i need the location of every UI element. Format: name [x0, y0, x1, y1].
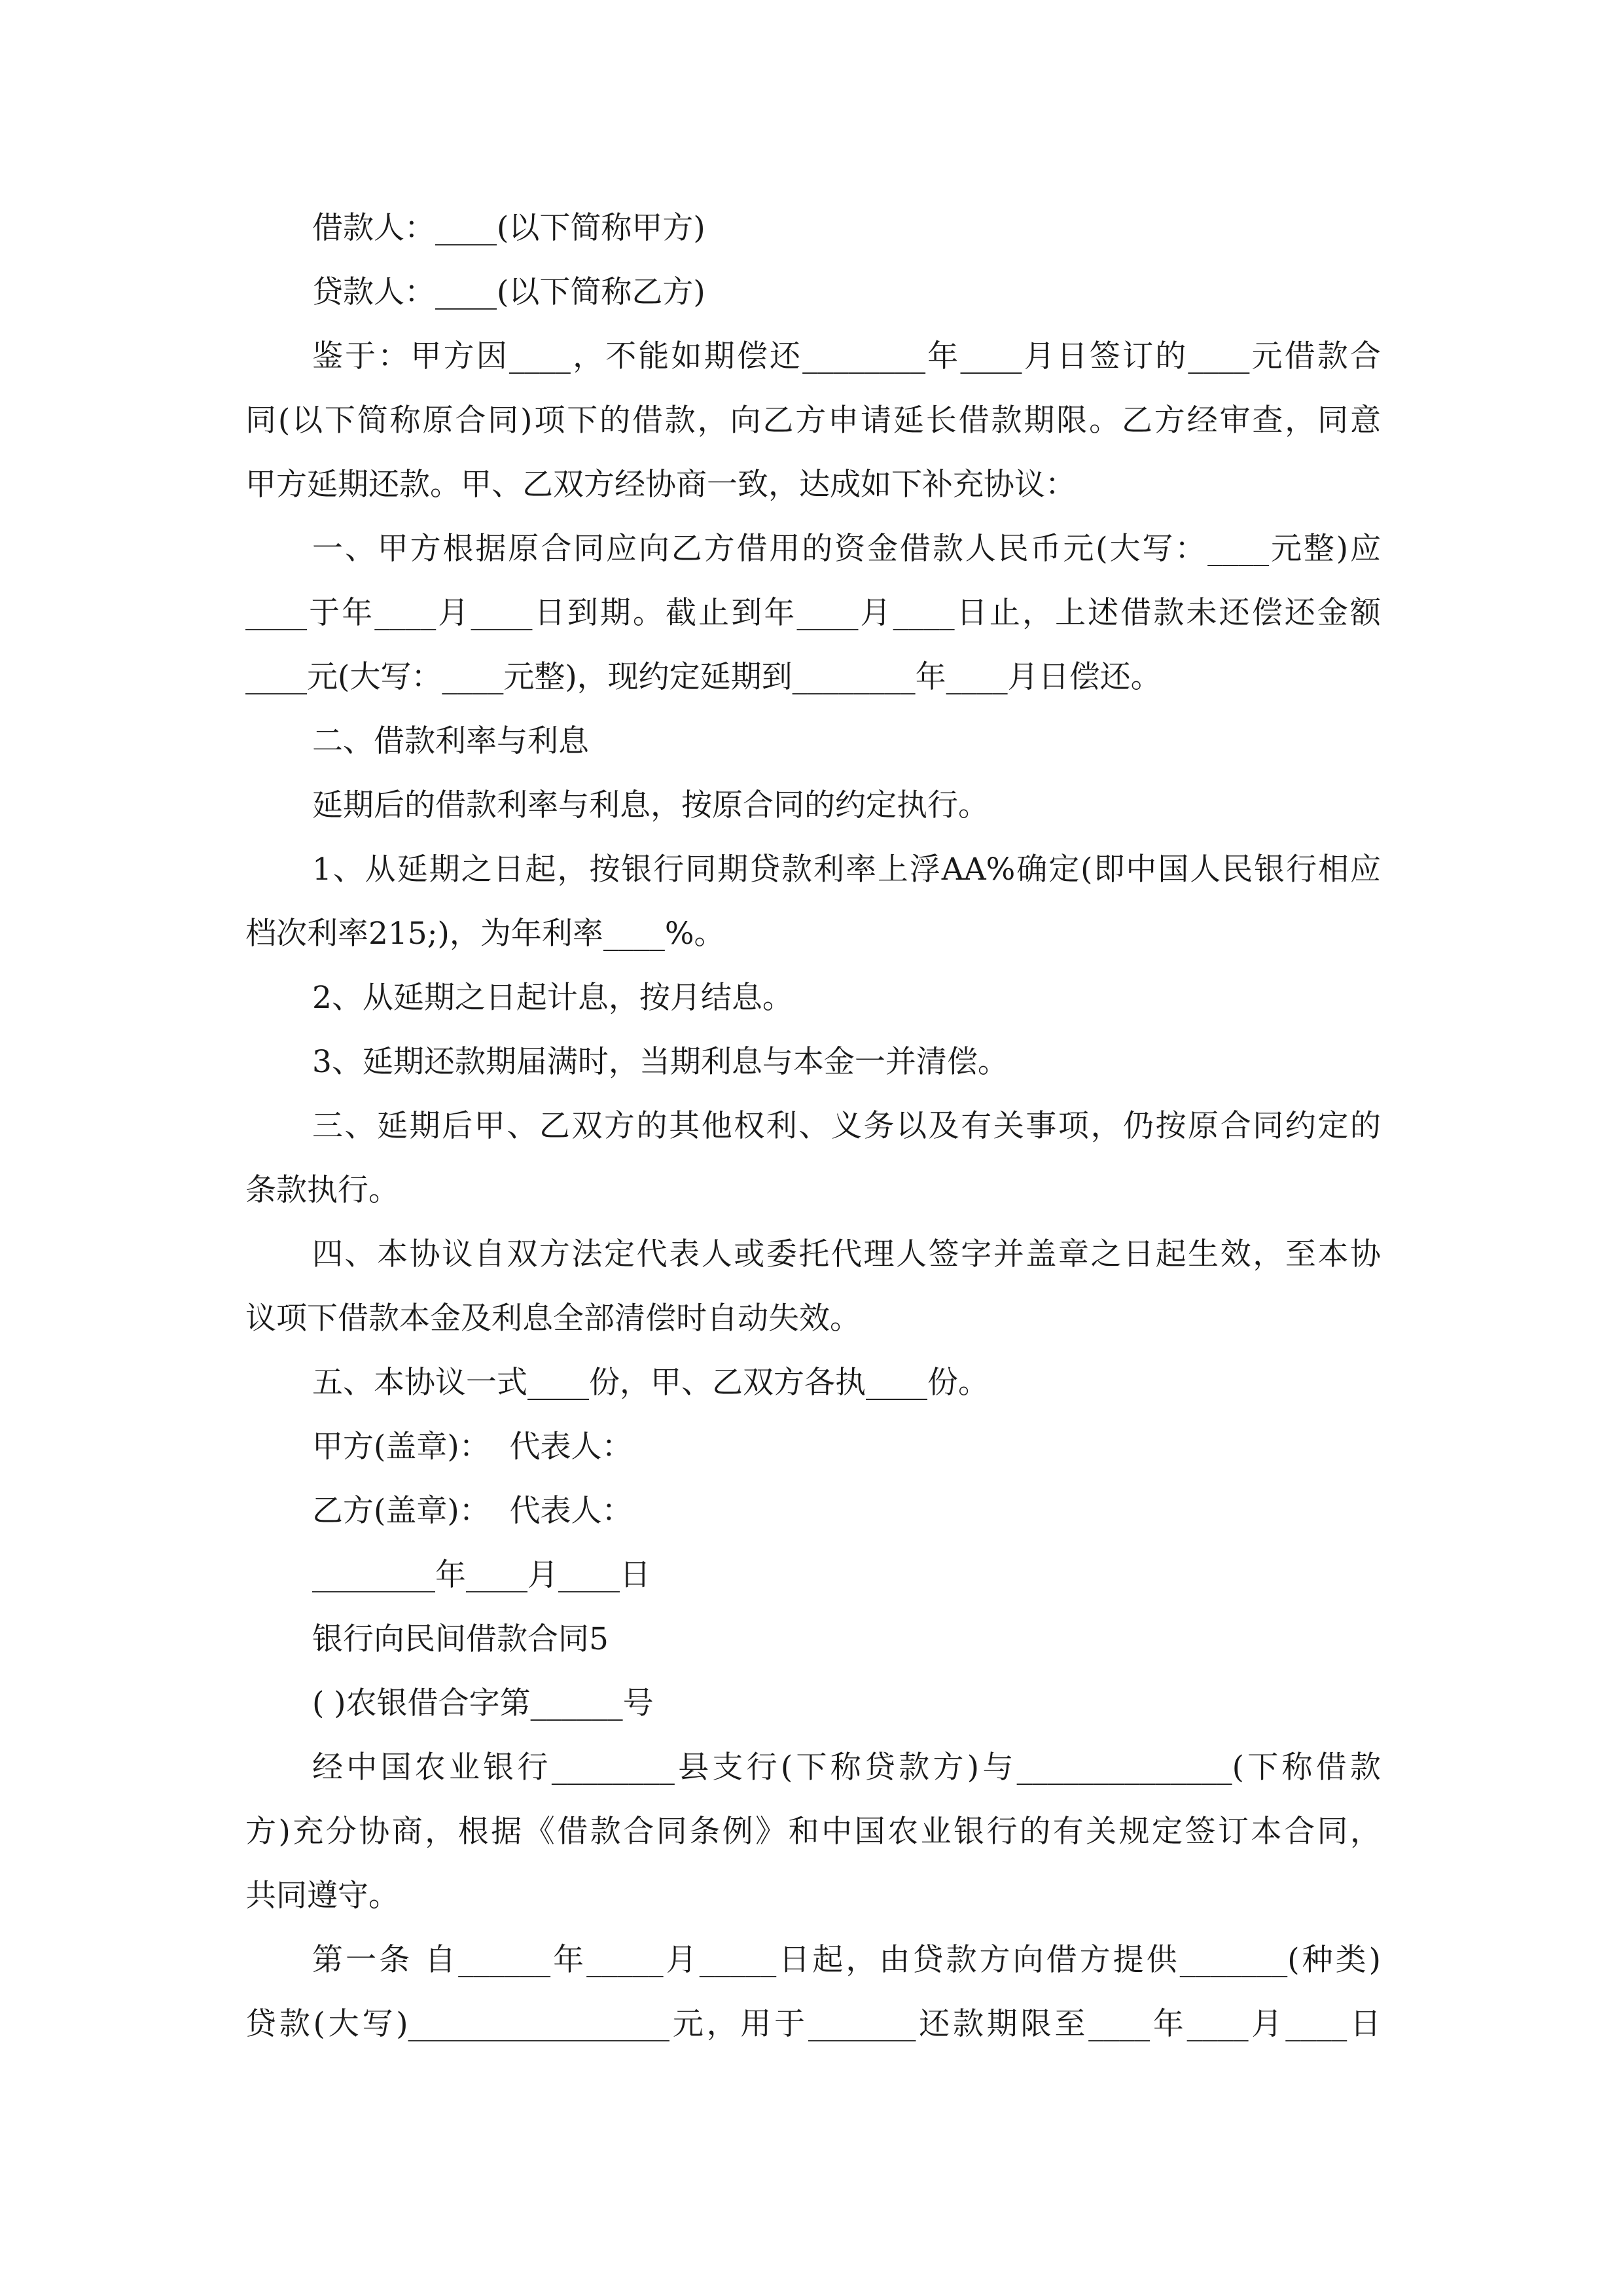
- text-line: ( )农银借合字第______号: [312, 1685, 654, 1721]
- text-line: 2、从延期之日起计息，按月结息。: [312, 980, 793, 1016]
- text-line: 银行向民间借款合同5: [312, 1621, 609, 1657]
- text-line: 三、延期后甲、乙双方的其他权利、义务以及有关事项，仍按原合同约定的: [312, 1108, 1381, 1144]
- text-line: ________年____月____日: [312, 1557, 651, 1593]
- text-line: 议项下借款本金及利息全部清偿时自动失效。: [245, 1300, 861, 1336]
- text-line: 乙方(盖章)： 代表人：: [312, 1493, 633, 1529]
- text-line: 3、延期还款期届满时，当期利息与本金一并清偿。: [312, 1044, 1008, 1080]
- text-line: 一、甲方根据原合同应向乙方借用的资金借款人民币元(大写：____元整)应: [312, 531, 1381, 567]
- document-body: [245, 196, 1381, 2056]
- text-line: 延期后的借款利率与利息，按原合同的约定执行。: [312, 787, 989, 823]
- text-line: 贷款(大写)_________________元，用于_______还款期限至____年____月____日: [245, 2006, 1381, 2042]
- text-line: 方)充分协商，根据《借款合同条例》和中国农业银行的有关规定签订本合同，: [245, 1814, 1381, 1850]
- text-line: 借款人：____(以下简称甲方): [312, 210, 705, 246]
- text-line: 二、借款利率与利息: [312, 723, 589, 759]
- text-line: 档次利率215;)，为年利率____%。: [245, 916, 725, 952]
- text-line: 共同遵守。: [245, 1878, 399, 1914]
- text-line: 五、本协议一式____份，甲、乙双方各执____份。: [312, 1365, 989, 1401]
- text-line: 经中国农业银行________县支行(下称贷款方)与______________(下称借款: [312, 1749, 1381, 1785]
- text-line: 同(以下简称原合同)项下的借款，向乙方申请延长借款期限。乙方经审查，同意: [245, 403, 1381, 439]
- text-line: 鉴于：甲方因____，不能如期偿还________年____月日签订的____元借款合: [312, 338, 1381, 374]
- text-line: 甲方延期还款。甲、乙双方经协商一致，达成如下补充协议：: [245, 467, 1076, 503]
- text-line: 甲方(盖章)： 代表人：: [312, 1429, 633, 1465]
- text-line: 1、从延期之日起，按银行同期贷款利率上浮AA%确定(即中国人民银行相应: [312, 852, 1381, 888]
- text-line: 第一条 自______年_____月_____日起，由贷款方向借方提供_______(种类): [312, 1942, 1381, 1978]
- text-line: ____元(大写：____元整)，现约定延期到________年____月日偿还。: [245, 659, 1162, 695]
- text-line: ____于年____月____日到期。截止到年____月____日止，上述借款未还偿还金额: [245, 595, 1381, 631]
- text-line: 贷款人：____(以下简称乙方): [312, 274, 705, 310]
- text-line: 四、本协议自双方法定代表人或委托代理人签字并盖章之日起生效，至本协: [312, 1236, 1381, 1272]
- text-line: 条款执行。: [245, 1172, 399, 1208]
